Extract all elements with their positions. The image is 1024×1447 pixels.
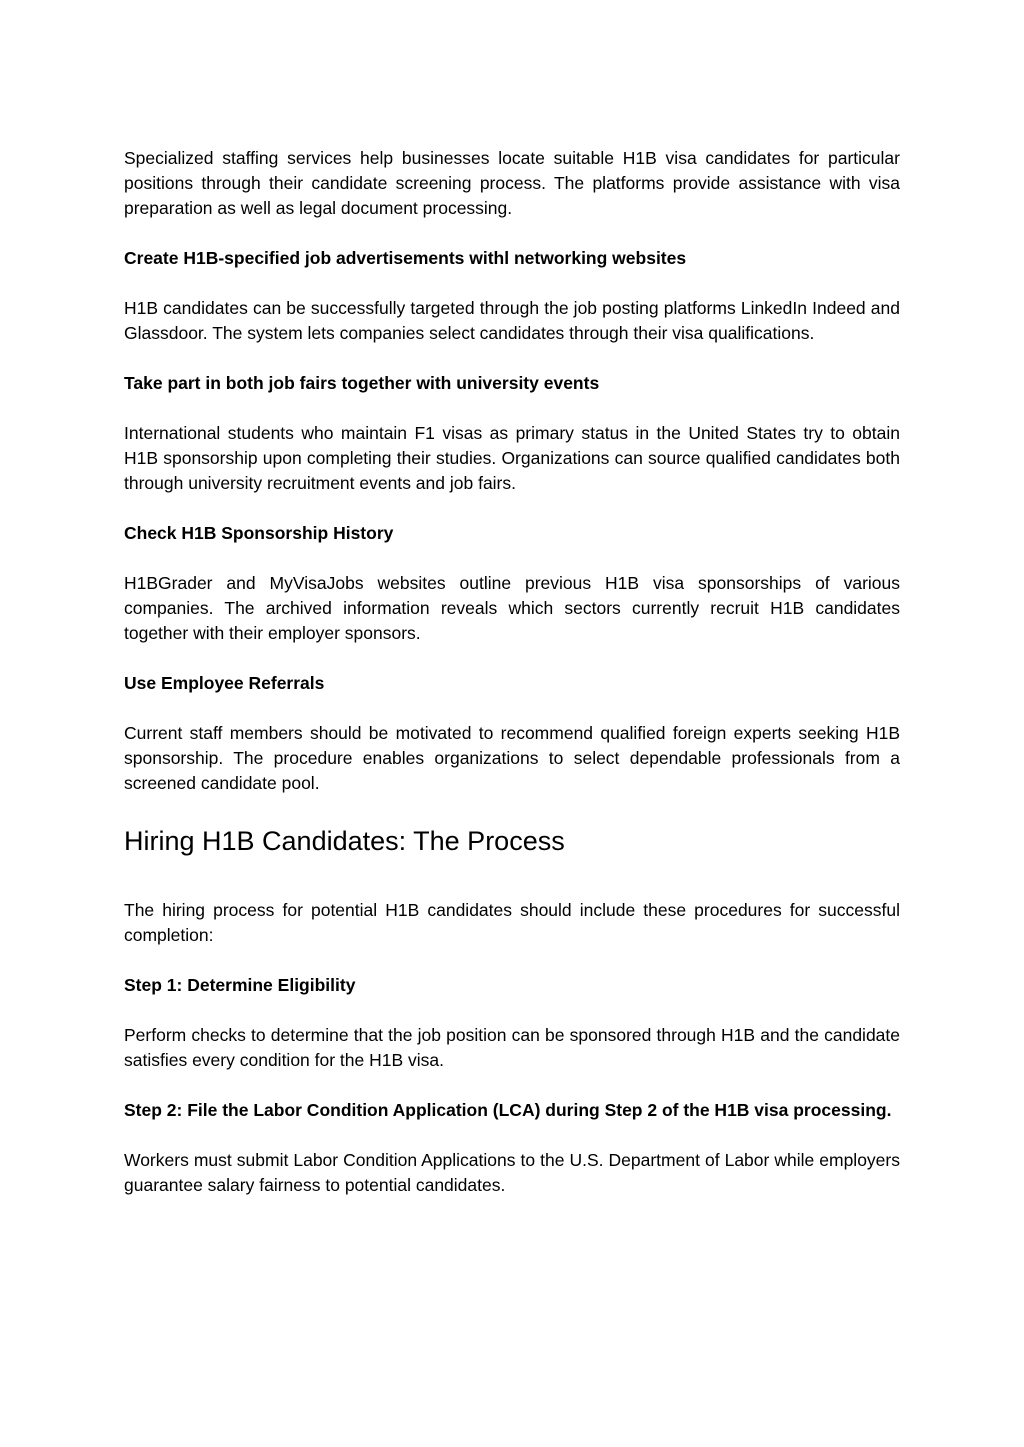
section-heading-employee-referrals: Use Employee Referrals (124, 673, 325, 693)
step-1-body: Perform checks to determine that the job position can be sponsored through H1B and the candidate satisfies every condition for the H1B visa. (124, 1025, 900, 1070)
section-body-job-advertisements: H1B candidates can be successfully targeted through the job posting platforms LinkedIn Indeed and Glassdoor. The system lets companies select candidates through their visa qualifications. (124, 298, 900, 343)
step-2-heading: Step 2: File the Labor Condition Application (LCA) during Step 2 of the H1B visa processing. (124, 1100, 892, 1120)
intro-paragraph: Specialized staffing services help businesses locate suitable H1B visa candidates for particular positions through their candidate screening process. The platforms provide assistance with visa preparation as well as legal document processing. (124, 148, 900, 218)
section-body-employee-referrals: Current staff members should be motivated to recommend qualified foreign experts seeking H1B sponsorship. The procedure enables organizations to select dependable professionals from a screened candidate pool. (124, 723, 900, 793)
step-1-heading: Step 1: Determine Eligibility (124, 975, 356, 995)
section-heading-job-fairs: Take part in both job fairs together with university events (124, 373, 600, 393)
section-body-job-fairs: International students who maintain F1 visas as primary status in the United States try to obtain H1B sponsorship upon completing their studies. Organizations can source qualified candidates both through university recruitment events and job fairs. (124, 423, 900, 493)
step-2-body: Workers must submit Labor Condition Applications to the U.S. Department of Labor while employers guarantee salary fairness to potential candidates. (124, 1150, 900, 1195)
section-body-sponsorship-history: H1BGrader and MyVisaJobs websites outline previous H1B visa sponsorships of various companies. The archived information reveals which sectors currently recruit H1B candidates together with their employer sponsors. (124, 573, 900, 643)
document-content (124, 146, 900, 1198)
process-section-title: Hiring H1B Candidates: The Process (124, 826, 565, 856)
process-intro-paragraph: The hiring process for potential H1B candidates should include these procedures for successful completion: (124, 900, 900, 945)
section-heading-sponsorship-history: Check H1B Sponsorship History (124, 523, 394, 543)
section-heading-job-advertisements: Create H1B-specified job advertisements withl networking websites (124, 248, 687, 268)
